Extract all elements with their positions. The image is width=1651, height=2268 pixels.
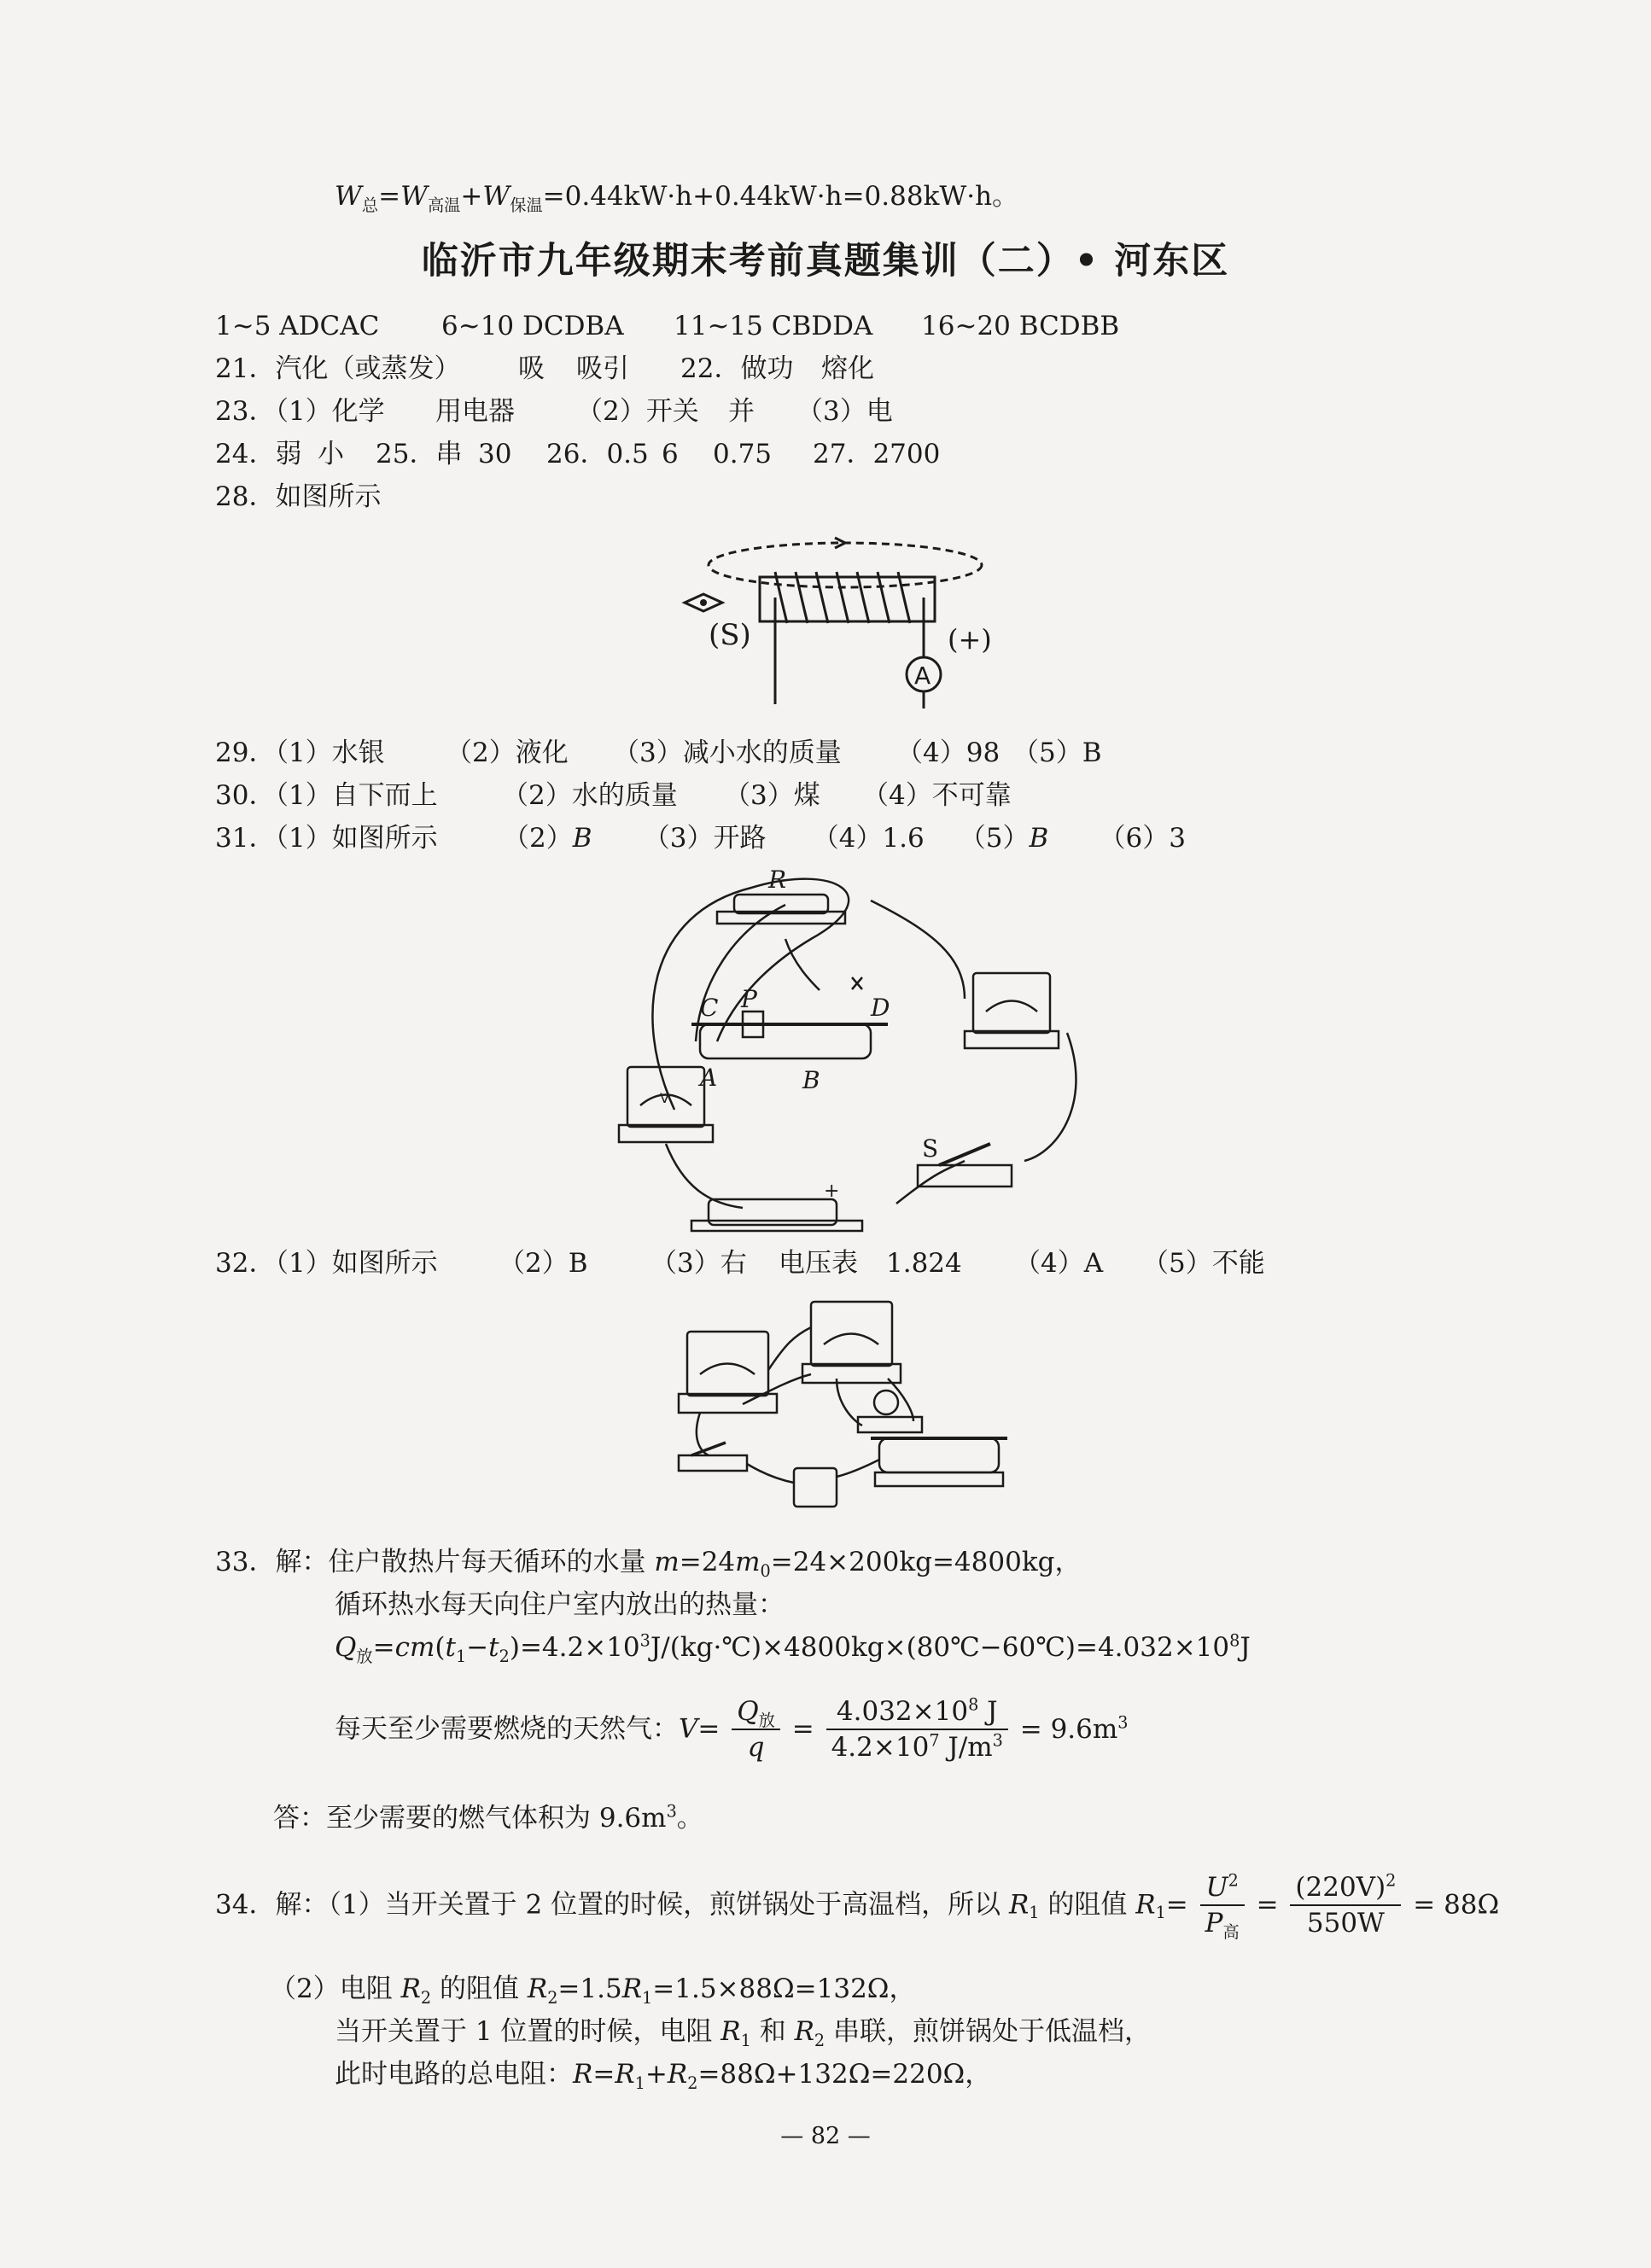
sup: 3 — [992, 1730, 1003, 1751]
sub: 2 — [687, 2073, 698, 2094]
page-title: 临沂市九年级期末考前真题集训（二）• 河东区 — [421, 240, 1230, 283]
choice-group: 6~10 DCDBA — [441, 311, 624, 341]
plus-label: (+) — [948, 623, 992, 656]
circuit-figure-31 — [615, 862, 1093, 1238]
compass-center — [700, 599, 707, 606]
answer-item: （4）98 — [896, 738, 1001, 768]
answer-item: （6）3 — [1099, 823, 1186, 854]
answer-item: 30 — [478, 439, 512, 469]
answer-item: （5）B — [1012, 738, 1102, 768]
wire — [837, 1460, 879, 1477]
symbol-t: t — [445, 1632, 456, 1663]
label-r: R — [768, 866, 787, 894]
meter-right-base — [802, 1364, 901, 1383]
eq: = — [697, 1713, 720, 1745]
answer-item: 29．（1）水银 — [215, 738, 385, 768]
sub: 2 — [814, 2031, 826, 2051]
sup: 8 — [968, 1694, 979, 1715]
sup: 3 — [666, 1801, 677, 1822]
text: 33．解：住户散热片每天循环的水量 — [215, 1547, 655, 1577]
result: = 88Ω — [1413, 1889, 1500, 1921]
symbol-q: Q — [335, 1632, 357, 1663]
answer-24-27 — [215, 435, 940, 473]
q34-line2 — [270, 1970, 916, 2008]
symbol-t: t — [488, 1632, 499, 1663]
sub: 1 — [634, 2073, 645, 2094]
answer-item: 电压表 — [779, 1248, 858, 1279]
eq: = — [378, 181, 401, 212]
answer-item: 30．（1）自下而上 — [215, 780, 438, 811]
sub: 1 — [642, 1988, 653, 2009]
q33-line1 — [215, 1543, 1081, 1581]
answer-item: 21．汽化（或蒸发） — [215, 353, 461, 384]
sub: 1 — [1155, 1903, 1166, 1923]
wire — [896, 1161, 965, 1204]
q33-line3 — [335, 1629, 1251, 1666]
text: )=4.2×10 — [509, 1632, 640, 1663]
symbol-r: R — [400, 1974, 421, 2004]
text: J — [978, 1695, 998, 1727]
page-number: — 82 — — [780, 2123, 871, 2149]
answer-item: （3）右 — [650, 1248, 747, 1279]
symbol-v: V — [679, 1713, 698, 1745]
text: 4.2×10 — [831, 1731, 930, 1763]
answer-item: B — [572, 823, 592, 854]
top-formula — [335, 178, 1018, 215]
answer-item: 吸 — [518, 353, 545, 384]
symbol-q: Q — [737, 1695, 759, 1727]
text: 每天至少需要燃烧的天然气： — [335, 1713, 679, 1745]
sub: 1 — [455, 1647, 467, 1667]
q33-line2: 循环热水每天向住户室内放出的热量： — [335, 1589, 785, 1620]
eq: = — [372, 1632, 395, 1663]
sub: 高 — [1222, 1921, 1240, 1942]
answer-item: （4）不可靠 — [862, 780, 1012, 811]
q33-answer — [273, 1799, 703, 1837]
answer-item: 0.75 — [713, 439, 773, 469]
answer-21-22 — [215, 350, 874, 388]
eq: = — [1256, 1889, 1279, 1921]
formula-tail: =0.44kW·h+0.44kW·h=0.88kW·h。 — [542, 181, 1019, 212]
sub: 2 — [547, 1988, 558, 2009]
wire — [888, 1379, 913, 1421]
text: =1.5 — [557, 1974, 622, 2004]
text: J/(kg·℃)×4800kg×(80℃−60℃)=4.032×10 — [650, 1632, 1230, 1663]
answer-item: 熔化 — [821, 353, 874, 384]
coil — [775, 572, 910, 623]
symbol-r: R — [667, 2059, 688, 2090]
answer-31 — [215, 819, 1186, 857]
answer-item: 25．串 — [376, 439, 463, 469]
rheostat — [879, 1438, 999, 1472]
symbol-r: R — [573, 2059, 593, 2090]
answer-28: 28．如图所示 — [215, 481, 382, 512]
symbol-r: R — [794, 2016, 814, 2047]
sub: 1 — [740, 2031, 751, 2051]
bulb — [874, 1391, 898, 1414]
answer-item: （2）水的质量 — [502, 780, 678, 811]
text: 此时电路的总电阻： — [335, 2059, 573, 2090]
symbol-q: q — [747, 1731, 765, 1763]
answer-item: （5） — [959, 823, 1030, 854]
answer-item: （3）减小水的质量 — [613, 738, 842, 768]
symbol-r: R — [720, 2016, 741, 2047]
symbol-r: R — [527, 1974, 548, 2004]
sup: 7 — [929, 1730, 940, 1751]
answer-item: 小 — [318, 439, 344, 469]
answer-item: 6 — [662, 439, 679, 469]
w-sub: 总 — [361, 195, 379, 216]
sup: 2 — [1386, 1870, 1397, 1891]
symbol-m: m — [654, 1547, 680, 1577]
s-label: (S) — [709, 618, 751, 652]
answer-item: 31．（1）如图所示 — [215, 823, 438, 854]
symbol-r: R — [621, 1974, 643, 2004]
answer-32 — [215, 1245, 1265, 1282]
plus: + — [645, 2059, 668, 2090]
fraction — [1200, 1870, 1245, 1940]
result — [1020, 1714, 1129, 1745]
ammeter-right — [973, 973, 1050, 1033]
symbol-m: m — [735, 1547, 761, 1577]
answer-item: （3）煤 — [724, 780, 820, 811]
answer-item: 用电器 — [435, 396, 515, 427]
text: J/m — [939, 1731, 993, 1763]
label-a: A — [700, 1064, 718, 1092]
answer-item: （3）开路 — [643, 823, 767, 854]
switch-base — [918, 1165, 1012, 1186]
q34-line1 — [215, 1868, 1499, 1941]
sup: 2 — [1228, 1870, 1239, 1891]
sup: 3 — [1117, 1712, 1129, 1733]
label-p: P — [741, 985, 757, 1013]
sub: 放 — [758, 1710, 775, 1730]
text: (220V) — [1295, 1871, 1386, 1903]
answer-item: （2） — [503, 823, 573, 854]
symbol-u: U — [1205, 1871, 1228, 1903]
answer-item: （2）液化 — [446, 738, 569, 768]
answer-item: 1.824 — [886, 1248, 962, 1279]
text: =88Ω+132Ω=220Ω， — [697, 2059, 992, 2090]
answer-item: 24．弱 — [215, 439, 302, 469]
answer-item: 吸引 — [576, 353, 629, 384]
symbol-r: R — [615, 2059, 635, 2090]
wire — [747, 1464, 794, 1483]
w-sub: 高温 — [427, 195, 461, 216]
broken-wire-mark — [852, 977, 862, 989]
answer-item: （5）不能 — [1142, 1248, 1265, 1279]
symbol-cm: cm — [394, 1632, 435, 1663]
eq: = — [1165, 1889, 1188, 1921]
resistor-r — [734, 895, 828, 913]
w-symbol: W — [482, 181, 510, 212]
answer-item: 23．（1）化学 — [215, 396, 385, 427]
solenoid-figure — [674, 529, 1007, 717]
circuit-figure-32 — [666, 1293, 1024, 1511]
text: 当开关置于 1 位置的时候，电阻 — [335, 2016, 721, 2047]
plus: + — [460, 181, 483, 212]
answer-item: （4）A — [1014, 1248, 1104, 1279]
answer-item: 22．做功 — [680, 353, 794, 384]
answer-item: 并 — [728, 396, 755, 427]
sub: 0 — [760, 1561, 771, 1582]
choice-group: 1~5 ADCAC — [215, 311, 380, 341]
text: 串联，煎饼锅处于低温档， — [825, 2016, 1151, 2047]
sub: 2 — [499, 1647, 510, 1667]
answer-item: （4）1.6 — [812, 823, 925, 854]
answer-item: 32．（1）如图所示 — [215, 1248, 438, 1279]
ammeter-label: A — [914, 662, 931, 690]
q34-line4 — [335, 2055, 991, 2093]
label-s: S — [922, 1134, 939, 1163]
fraction — [1290, 1870, 1401, 1940]
sub: 1 — [1029, 1903, 1040, 1923]
rheostat-base — [875, 1472, 1003, 1486]
w-symbol: W — [400, 181, 428, 212]
w-symbol: W — [335, 181, 362, 212]
sup: 8 — [1229, 1630, 1240, 1651]
text: = 9.6m — [1019, 1713, 1118, 1745]
fraction — [732, 1694, 780, 1764]
ammeter-right-scale — [986, 1001, 1037, 1012]
answer-item: 26．0.5 — [546, 439, 649, 469]
symbol-r: R — [1008, 1889, 1030, 1921]
choice-answers — [215, 307, 1119, 345]
w-sub: 保温 — [510, 195, 543, 216]
text: （2）电阻 — [270, 1974, 401, 2004]
rheostat-body — [700, 1024, 871, 1058]
answer-item: B — [1029, 823, 1049, 854]
sub: 2 — [420, 1988, 432, 2009]
text: 。 — [676, 1803, 703, 1834]
wire — [871, 901, 965, 999]
symbol-r: R — [1135, 1889, 1156, 1921]
field-line — [709, 543, 982, 587]
label-d: D — [871, 994, 890, 1022]
voltmeter-label: V — [660, 1090, 669, 1106]
switch-lever — [691, 1443, 726, 1455]
q34-line3 — [335, 2013, 1151, 2050]
answer-30 — [215, 777, 1012, 814]
text: 的阻值 — [431, 1974, 528, 2004]
sup: 3 — [639, 1630, 650, 1651]
minus: − — [466, 1632, 489, 1663]
paren: ( — [435, 1632, 446, 1663]
answer-item: （3）电 — [796, 396, 893, 427]
label-c: C — [700, 994, 719, 1022]
text: 34．解：（1）当开关置于 2 位置的时候，煎饼锅处于高温档，所以 — [215, 1889, 1009, 1921]
text: =24 — [679, 1547, 736, 1577]
choice-group: 11~15 CBDDA — [674, 311, 873, 341]
meter-right-scale — [824, 1334, 878, 1345]
text: 的阻值 — [1039, 1889, 1136, 1921]
answer-item: （2）B — [499, 1248, 588, 1279]
fraction — [826, 1694, 1008, 1764]
text: 和 — [750, 2016, 795, 2047]
text: 答：至少需要的燃气体积为 9.6m — [273, 1803, 667, 1834]
meter-left-scale — [700, 1364, 755, 1375]
eq: = — [791, 1713, 814, 1745]
answer-item: 27．2700 — [813, 439, 941, 469]
q33-line4 — [335, 1692, 1128, 1765]
sub: 放 — [356, 1647, 373, 1667]
meter-left-base — [679, 1394, 777, 1413]
switch-base — [679, 1455, 747, 1471]
text: 550W — [1306, 1907, 1385, 1939]
text: 4.032×10 — [836, 1695, 969, 1727]
text: =1.5×88Ω=132Ω， — [652, 1974, 916, 2004]
label-b: B — [802, 1066, 820, 1094]
choice-group: 16~20 BCDBB — [921, 311, 1120, 341]
answer-23 — [215, 393, 893, 430]
wire — [785, 939, 820, 990]
answer-item: （2）开关 — [576, 396, 699, 427]
battery-plus: + — [824, 1181, 840, 1202]
answer-29 — [215, 734, 1102, 772]
text: =24×200kg=4800kg， — [770, 1547, 1082, 1577]
text: J — [1240, 1632, 1251, 1663]
symbol-p: P — [1205, 1907, 1223, 1939]
battery — [794, 1468, 837, 1507]
wire — [1024, 1033, 1076, 1161]
eq: = — [592, 2059, 615, 2090]
